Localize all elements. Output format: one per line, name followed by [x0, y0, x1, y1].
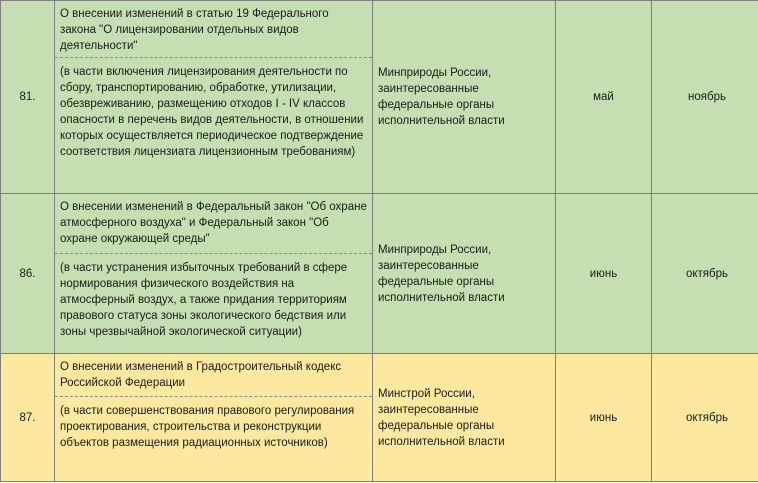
start-month: июнь	[556, 354, 652, 482]
table-row	[1, 194, 758, 354]
responsible-cell	[373, 354, 556, 482]
law-note: (в части включения лицензирования деятельности по сбору, транспортированию, обработке, утилизации, обезвреживанию, размещению отходов I - IV классов опасности в перечень видов деятельности, в отношении которых осуществляется периодическое подтверждение соответствия лицензиата лицензионным требованиям)	[60, 66, 364, 158]
responsible-text: Минприроды России, заинтересованные федеральные органы исполнительной власти	[378, 243, 505, 304]
law-note: (в части устранения избыточных требований в сфере нормирования физического воздействия на атмосферный воздух, а также придания территориям правового статуса зоны экологического бедствия или зоны чрезвычайной экологической ситуации)	[60, 262, 348, 338]
responsible-text: Минприроды России, заинтересованные федеральные органы исполнительной власти	[378, 67, 505, 127]
table-row	[1, 1, 758, 194]
responsible-cell	[373, 1, 556, 194]
row-number: 87.	[1, 354, 55, 482]
law-title-cell	[55, 354, 373, 482]
end-month: ноябрь	[652, 1, 758, 194]
law-title: О внесении изменений в Градостроительный кодекс Российской Федерации	[55, 354, 372, 397]
row-number: 81.	[1, 1, 55, 194]
row-number: 86.	[1, 194, 55, 354]
law-note: (в части совершенствования правового регулирования проектирования, строительства и реконструкции объектов размещения радиационных источников)	[60, 405, 355, 449]
law-title: О внесении изменений в статью 19 Федерального закона "О лицензировании отдельных видов деятельности"	[55, 1, 372, 58]
responsible-text: Минстрой России, заинтересованные федеральные органы исполнительной власти	[378, 387, 505, 448]
start-month: май	[556, 1, 652, 194]
start-month: июнь	[556, 194, 652, 354]
law-title: О внесении изменений в Федеральный закон "Об охране атмосферного воздуха" и Федеральный закон "Об охране окружающей среды"	[55, 194, 372, 254]
end-month: октябрь	[652, 194, 758, 354]
law-title-cell	[55, 194, 373, 354]
table-row	[1, 354, 758, 482]
law-title-cell	[55, 1, 373, 194]
end-month: октябрь	[652, 354, 758, 482]
responsible-cell	[373, 194, 556, 354]
